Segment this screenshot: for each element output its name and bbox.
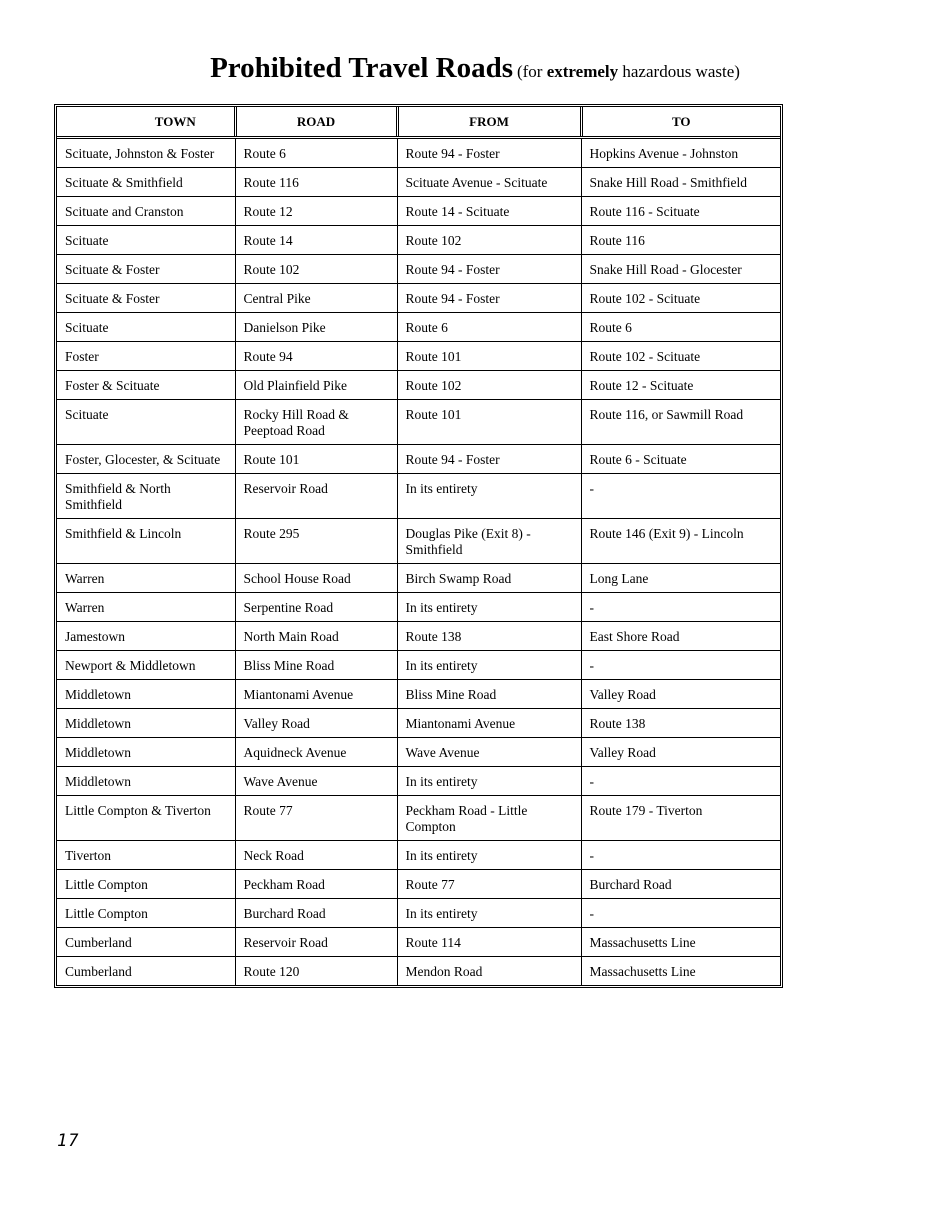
cell-to: East Shore Road xyxy=(581,622,780,651)
cell-to: Massachusetts Line xyxy=(581,957,780,986)
table-header-row xyxy=(57,107,780,138)
cell-road: Neck Road xyxy=(235,841,397,870)
cell-to: Route 138 xyxy=(581,709,780,738)
cell-from: In its entirety xyxy=(397,593,581,622)
page-title xyxy=(0,54,950,83)
cell-town: Scituate, Johnston & Foster xyxy=(65,146,215,161)
cell-to: - xyxy=(581,593,780,622)
prohibited-roads-table xyxy=(54,104,783,988)
cell-to: - xyxy=(581,651,780,680)
cell-to: Route 179 - Tiverton xyxy=(581,796,780,841)
cell-town: Scituate xyxy=(57,400,235,445)
table-row xyxy=(57,622,780,651)
cell-road: Reservoir Road xyxy=(235,928,397,957)
table-row xyxy=(57,255,780,284)
cell-town: Scituate xyxy=(57,313,235,342)
table-row xyxy=(57,371,780,400)
cell-town: Smithfield & Lincoln xyxy=(57,519,235,564)
cell-from: Route 94 - Foster xyxy=(397,445,581,474)
cell-town: Cumberland xyxy=(57,957,235,986)
cell-town: Foster xyxy=(57,342,235,371)
cell-road: Rocky Hill Road & Peeptoad Road xyxy=(235,400,397,445)
table-row xyxy=(57,284,780,313)
cell-road: Route 94 xyxy=(235,342,397,371)
cell-road: Route 295 xyxy=(235,519,397,564)
cell-from: Route 102 xyxy=(397,226,581,255)
table-row xyxy=(57,899,780,928)
title-subtitle xyxy=(517,62,740,81)
page-number: 17 xyxy=(57,1131,80,1151)
table-row xyxy=(57,738,780,767)
table-row xyxy=(57,796,780,841)
table-row xyxy=(57,593,780,622)
cell-from: In its entirety xyxy=(397,767,581,796)
cell-from: Mendon Road xyxy=(397,957,581,986)
cell-town: Middletown xyxy=(57,767,235,796)
cell-from: Route 101 xyxy=(397,342,581,371)
subtitle-suffix: hazardous waste) xyxy=(618,62,740,81)
cell-from: Route 94 - Foster xyxy=(397,138,581,168)
cell-road: Peckham Road xyxy=(235,870,397,899)
cell-town: Smithfield & North Smithfield xyxy=(57,474,235,519)
cell-town: Cumberland xyxy=(57,928,235,957)
cell-road: North Main Road xyxy=(235,622,397,651)
cell-town: Scituate xyxy=(57,226,235,255)
cell-road: Bliss Mine Road xyxy=(235,651,397,680)
cell-from: In its entirety xyxy=(397,651,581,680)
cell-from: Route 77 xyxy=(397,870,581,899)
cell-road: Serpentine Road xyxy=(235,593,397,622)
cell-to: Valley Road xyxy=(581,680,780,709)
table-row xyxy=(57,767,780,796)
cell-to: Long Lane xyxy=(581,564,780,593)
cell-from: Peckham Road - Little Compton xyxy=(397,796,581,841)
cell-town: Little Compton & Tiverton xyxy=(57,796,235,841)
cell-road: Wave Avenue xyxy=(235,767,397,796)
cell-to: - xyxy=(581,474,780,519)
cell-town: Tiverton xyxy=(57,841,235,870)
table-row xyxy=(57,519,780,564)
cell-from: Douglas Pike (Exit 8) - Smithfield xyxy=(397,519,581,564)
cell-to: Massachusetts Line xyxy=(581,928,780,957)
cell-from: Route 138 xyxy=(397,622,581,651)
cell-to: Route 116 - Scituate xyxy=(581,197,780,226)
cell-to: Route 6 xyxy=(581,313,780,342)
cell-town: Scituate & Smithfield xyxy=(57,168,235,197)
table-row xyxy=(57,709,780,738)
cell-from: Miantonami Avenue xyxy=(397,709,581,738)
cell-to: Snake Hill Road - Smithfield xyxy=(581,168,780,197)
cell-town: Foster, Glocester, & Scituate xyxy=(57,445,235,474)
cell-town: Middletown xyxy=(57,680,235,709)
cell-to: Route 116 xyxy=(581,226,780,255)
cell-road: Old Plainfield Pike xyxy=(235,371,397,400)
cell-to: Burchard Road xyxy=(581,870,780,899)
cell-road: Miantonami Avenue xyxy=(235,680,397,709)
table-row xyxy=(57,680,780,709)
cell-town: Jamestown xyxy=(57,622,235,651)
title-main: Prohibited Travel Roads xyxy=(210,52,513,84)
cell-from: In its entirety xyxy=(397,474,581,519)
cell-from: Route 14 - Scituate xyxy=(397,197,581,226)
cell-road: Route 102 xyxy=(235,255,397,284)
cell-town: Little Compton xyxy=(57,870,235,899)
cell-from: Birch Swamp Road xyxy=(397,564,581,593)
table-row xyxy=(57,445,780,474)
table-row xyxy=(57,651,780,680)
cell-to: Route 12 - Scituate xyxy=(581,371,780,400)
table-row xyxy=(57,957,780,986)
table-row xyxy=(57,564,780,593)
cell-to: Route 6 - Scituate xyxy=(581,445,780,474)
cell-road: Route 77 xyxy=(235,796,397,841)
table-body xyxy=(57,138,780,986)
cell-from: Route 114 xyxy=(397,928,581,957)
cell-to: Route 102 - Scituate xyxy=(581,342,780,371)
cell-town: Middletown xyxy=(57,738,235,767)
cell-town: Scituate & Foster xyxy=(57,284,235,313)
cell-from: Route 6 xyxy=(397,313,581,342)
cell-road: Route 120 xyxy=(235,957,397,986)
cell-from: Route 102 xyxy=(397,371,581,400)
cell-town: Scituate & Foster xyxy=(57,255,235,284)
cell-to: - xyxy=(581,767,780,796)
cell-road: Burchard Road xyxy=(235,899,397,928)
table-row xyxy=(57,928,780,957)
table-row xyxy=(57,197,780,226)
table-row xyxy=(57,474,780,519)
cell-town: Little Compton xyxy=(57,899,235,928)
cell-town: Middletown xyxy=(57,709,235,738)
cell-road: Route 14 xyxy=(235,226,397,255)
cell-to: Route 146 (Exit 9) - Lincoln xyxy=(581,519,780,564)
cell-road: School House Road xyxy=(235,564,397,593)
cell-town: Foster & Scituate xyxy=(57,371,235,400)
table-row xyxy=(57,168,780,197)
table-row xyxy=(57,342,780,371)
table-row xyxy=(57,841,780,870)
cell-road: Aquidneck Avenue xyxy=(235,738,397,767)
subtitle-emphasis: extremely xyxy=(546,62,619,81)
cell-to: Route 116, or Sawmill Road xyxy=(581,400,780,445)
cell-road: Danielson Pike xyxy=(235,313,397,342)
cell-town: Scituate and Cranston xyxy=(57,197,235,226)
table-row xyxy=(57,226,780,255)
cell-to: Valley Road xyxy=(581,738,780,767)
cell-to: Snake Hill Road - Glocester xyxy=(581,255,780,284)
cell-from: Wave Avenue xyxy=(397,738,581,767)
cell-from: Scituate Avenue - Scituate xyxy=(397,168,581,197)
header-from: FROM xyxy=(397,107,581,138)
cell-from: Route 101 xyxy=(397,400,581,445)
cell-road: Route 101 xyxy=(235,445,397,474)
cell-from: Bliss Mine Road xyxy=(397,680,581,709)
cell-town: Warren xyxy=(57,564,235,593)
cell-from: Route 94 - Foster xyxy=(397,284,581,313)
table-row xyxy=(57,870,780,899)
header-town: TOWN xyxy=(57,107,235,138)
cell-to: - xyxy=(581,899,780,928)
table-row xyxy=(57,400,780,445)
cell-road: Route 12 xyxy=(235,197,397,226)
cell-to: Hopkins Avenue - Johnston xyxy=(581,138,780,168)
cell-road: Reservoir Road xyxy=(235,474,397,519)
table-row xyxy=(57,138,780,168)
subtitle-prefix: (for xyxy=(516,62,547,81)
cell-road: Route 6 xyxy=(235,138,397,168)
header-road: ROAD xyxy=(235,107,397,138)
cell-road: Valley Road xyxy=(235,709,397,738)
header-to: TO xyxy=(581,107,780,138)
cell-from: In its entirety xyxy=(397,841,581,870)
cell-town: Newport & Middletown xyxy=(57,651,235,680)
table-row xyxy=(57,313,780,342)
cell-to: - xyxy=(581,841,780,870)
cell-from: In its entirety xyxy=(397,899,581,928)
cell-town: Warren xyxy=(57,593,235,622)
cell-road: Route 116 xyxy=(235,168,397,197)
cell-to: Route 102 - Scituate xyxy=(581,284,780,313)
cell-road: Central Pike xyxy=(235,284,397,313)
cell-from: Route 94 - Foster xyxy=(397,255,581,284)
